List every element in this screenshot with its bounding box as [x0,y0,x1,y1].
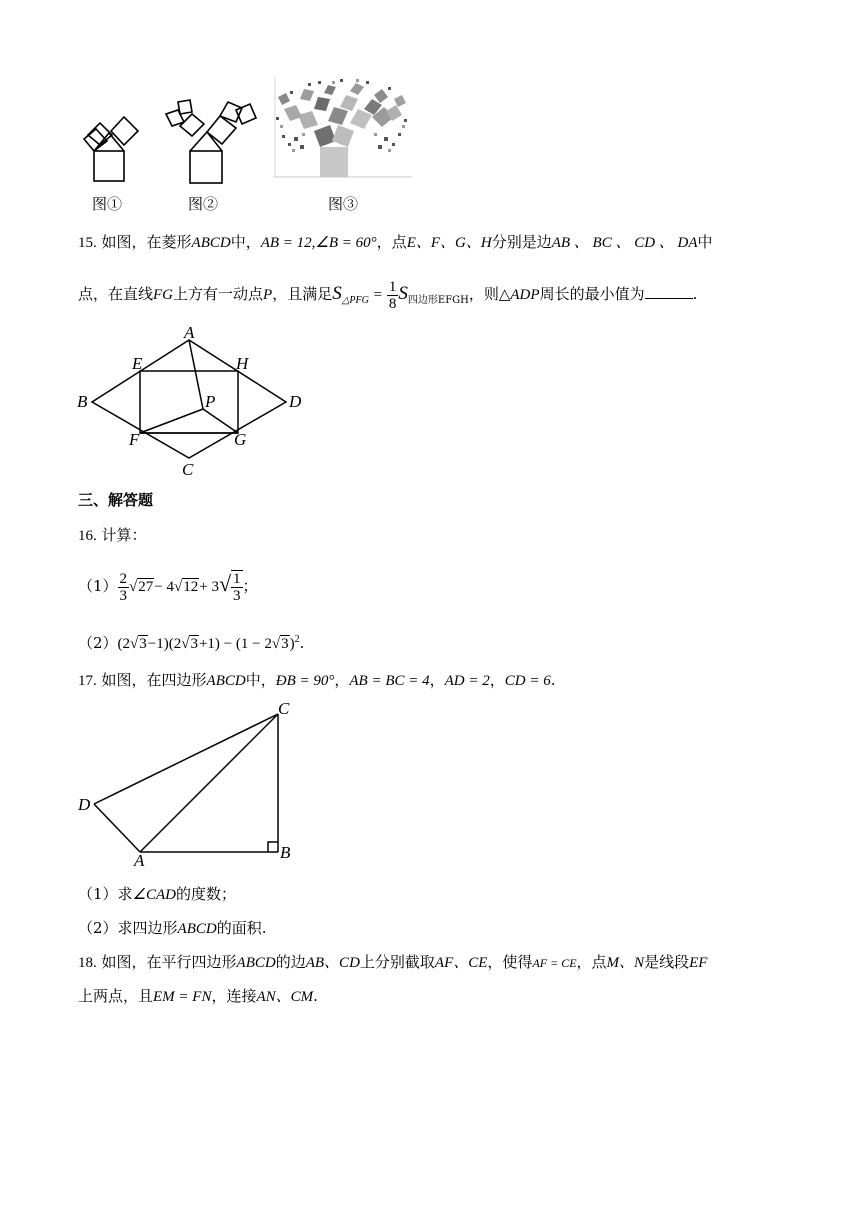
figure-caption-1: 图① [92,195,123,213]
label-A: A [134,851,145,870]
label-D: D [289,392,302,411]
label-A: A [184,325,195,342]
q17-sub1: （1）求∠CAD的度数； [78,885,237,903]
label-F: F [129,430,140,449]
q15-line1: 15. 如图，在菱形ABCD中，AB = 12,∠B = 60°，点E、F、G、H分别是边AB 、 BC 、 CD 、 DA中 [78,233,713,251]
figure-caption-2: 图② [188,195,219,213]
label-G: G [234,430,247,449]
pythagoras-tree-figure-3 [274,77,412,179]
q16-part2: $(2)(2√3-1)(2√3+1) - (1 - 2√3)^2$. [78,634,305,652]
label-B: B [280,843,291,862]
answer-blank [645,284,693,299]
label-B: B [77,392,88,411]
label-P: P [205,392,216,411]
label-C: C [182,460,194,479]
q18-line1: 18. 如图，在平行四边形ABCD的边AB、CD上分别截取AF、CE，使得AF = CE，点M、N是线段EF [78,953,708,971]
label-H: H [236,354,249,373]
pythagoras-figure-2 [158,96,258,186]
label-E: E [132,354,143,373]
q17-sub2: （2）求四边形ABCD的面积. [78,919,267,937]
label-D: D [78,795,91,814]
section-title: 三、解答题 [78,491,154,509]
q15-line2: 点，在直线FG上方有一动点P，且满足$S_{\triangle PFG}$ = $\frac{1}{8}$ $S_{四边形EFGH}$，则△ADP周长的最小值为 . [78,278,698,312]
q17-stem: 17. 如图，在四边形ABCD中，ÐB = 90°，AB = BC = 4，AD = 2，CD = 6. [78,671,556,689]
figure-caption-3: 图③ [328,195,359,213]
q16-stem: 16. 计算： [78,526,147,544]
pythagoras-figure-1 [70,105,150,185]
q18-line2: 上两点，且EM = FN，连接AN、CM. [78,987,318,1005]
q15-rhombus-diagram [72,325,312,480]
q16-part1: （1） $\frac{2}{3}$ √27− 4√12+ 3√ $\frac{1}{3}$ ； [78,570,258,604]
q17-quadrilateral-diagram [72,700,302,870]
label-C: C [278,700,290,718]
